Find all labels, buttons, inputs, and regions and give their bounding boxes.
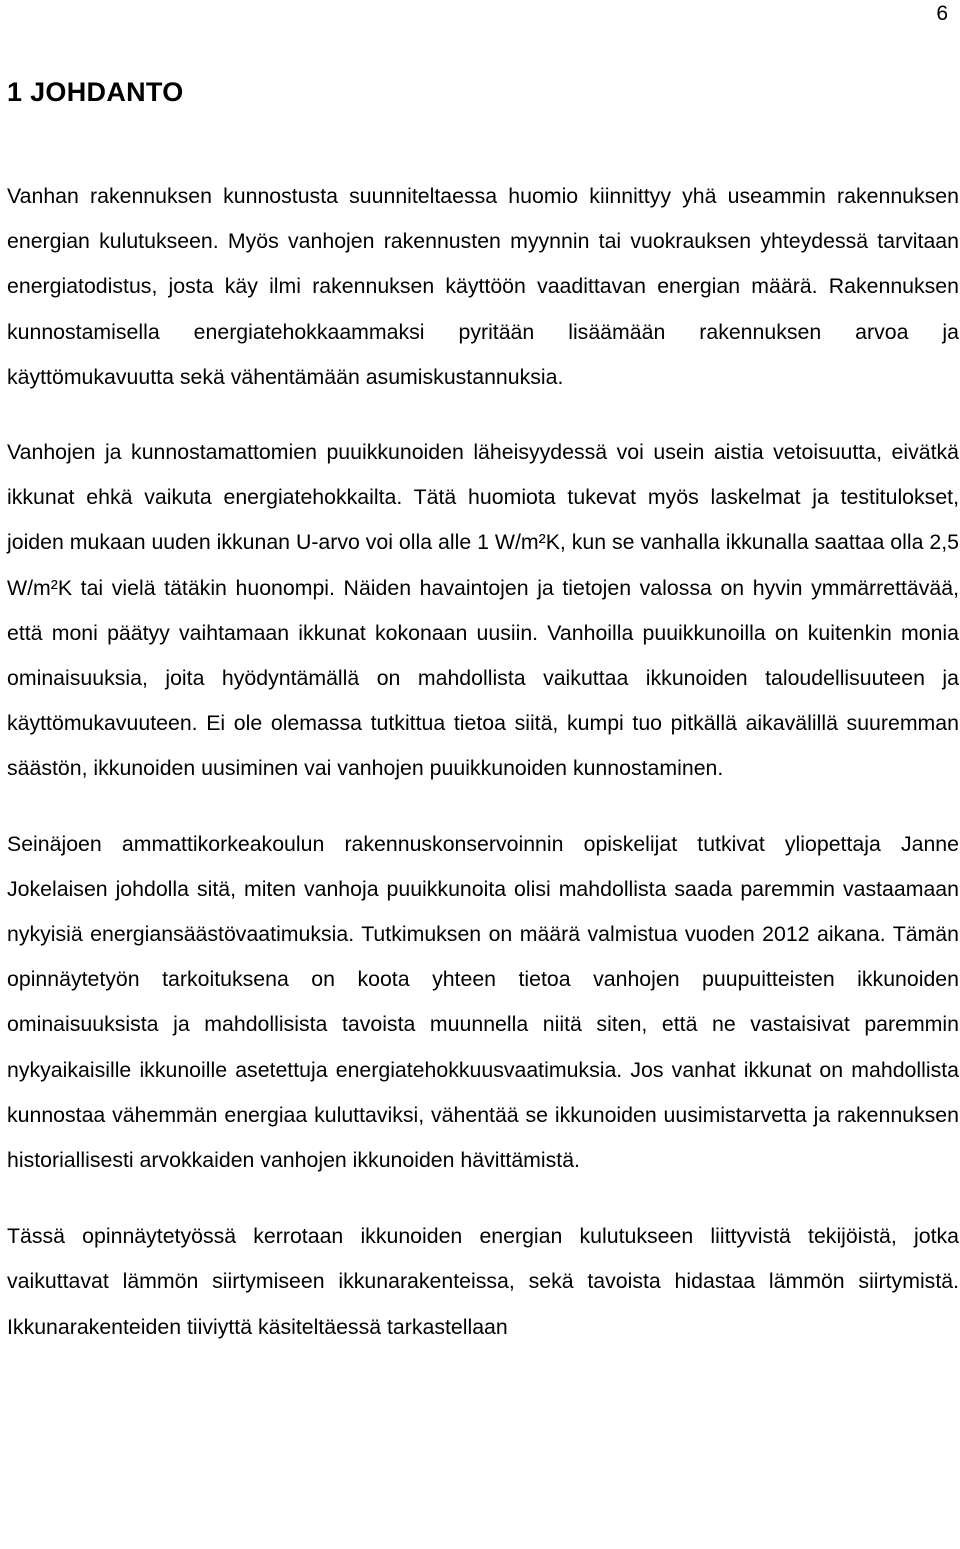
- chapter-heading: 1 JOHDANTO: [7, 77, 184, 107]
- paragraph-thesis-scope: Tässä opinnäytetyössä kerrotaan ikkunoiden energian kulutukseen liittyvistä tekijöistä, jotka vaikuttavat lämmön siirtymiseen ikkunarakenteissa, sekä tavoista hidastaa lämmön siirtymistä. Ikkunarakenteiden tiiviyttä käsiteltäessä tarkastellaan: [7, 1224, 959, 1339]
- body-text: [7, 174, 959, 1380]
- page-number: 6: [936, 2, 948, 25]
- paragraph-window-u-values: Vanhojen ja kunnostamattomien puuikkunoiden läheisyydessä voi usein aistia vetoisuutta, eivätkä ikkunat ehkä vaikuta energiatehokkailta. Tätä huomiota tukevat myös laskelmat ja testitulokset, joiden mukaan uuden ikkunan U-arvo voi olla alle 1 W/m²K, kun se vanhalla ikkunalla saattaa olla 2,5 W/m²K tai vielä tätäkin huonompi. Näiden havaintojen ja tietojen valossa on hyvin ymmärrettävää, että moni päätyy vaihtamaan ikkunat kokonaan uusiin. Vanhoilla puuikkunoilla on kuitenkin monia ominaisuuksia, joita hyödyntämällä on mahdollista vaikuttaa ikkunoiden taloudellisuuteen ja käyttömukavuuteen. Ei ole olemassa tutkittua tietoa siitä, kumpi tuo pitkällä aikavälillä suuremman säästön, ikkunoiden uusiminen vai vanhojen puuikkunoiden kunnostaminen.: [7, 440, 959, 781]
- paragraph-energy-renovation: Vanhan rakennuksen kunnostusta suunniteltaessa huomio kiinnittyy yhä useammin rakennuksen energian kulutukseen. Myös vanhojen rakennusten myynnin tai vuokrauksen yhteydessä tarvitaan energiatodistus, josta käy ilmi rakennuksen käyttöön vaadittavan energian määrä. Rakennuksen kunnostamisella energiatehokkaammaksi pyritään lisäämään rakennuksen arvoa ja käyttömukavuutta sekä vähentämään asumiskustannuksia.: [7, 184, 959, 389]
- paragraph-research-goal: Seinäjoen ammattikorkeakoulun rakennuskonservoinnin opiskelijat tutkivat yliopettaja Janne Jokelaisen johdolla sitä, miten vanhoja puuikkunoita olisi mahdollista saada paremmin vastaamaan nykyisiä energiansäästövaatimuksia. Tutkimuksen on määrä valmistua vuoden 2012 aikana. Tämän opinnäytetyön tarkoituksena on koota yhteen tietoa vanhojen puupuitteisten ikkunoiden ominaisuuksista ja mahdollisista tavoista muunnella niitä siten, että ne vastaisivat paremmin nykyaikaisille ikkunoille asetettuja energiatehokkuusvaatimuksia. Jos vanhat ikkunat on mahdollista kunnostaa vähemmän energiaa kuluttaviksi, vähentää se ikkunoiden uusimistarvetta ja rakennuksen historiallisesti arvokkaiden vanhojen ikkunoiden hävittämistä.: [7, 831, 959, 1173]
